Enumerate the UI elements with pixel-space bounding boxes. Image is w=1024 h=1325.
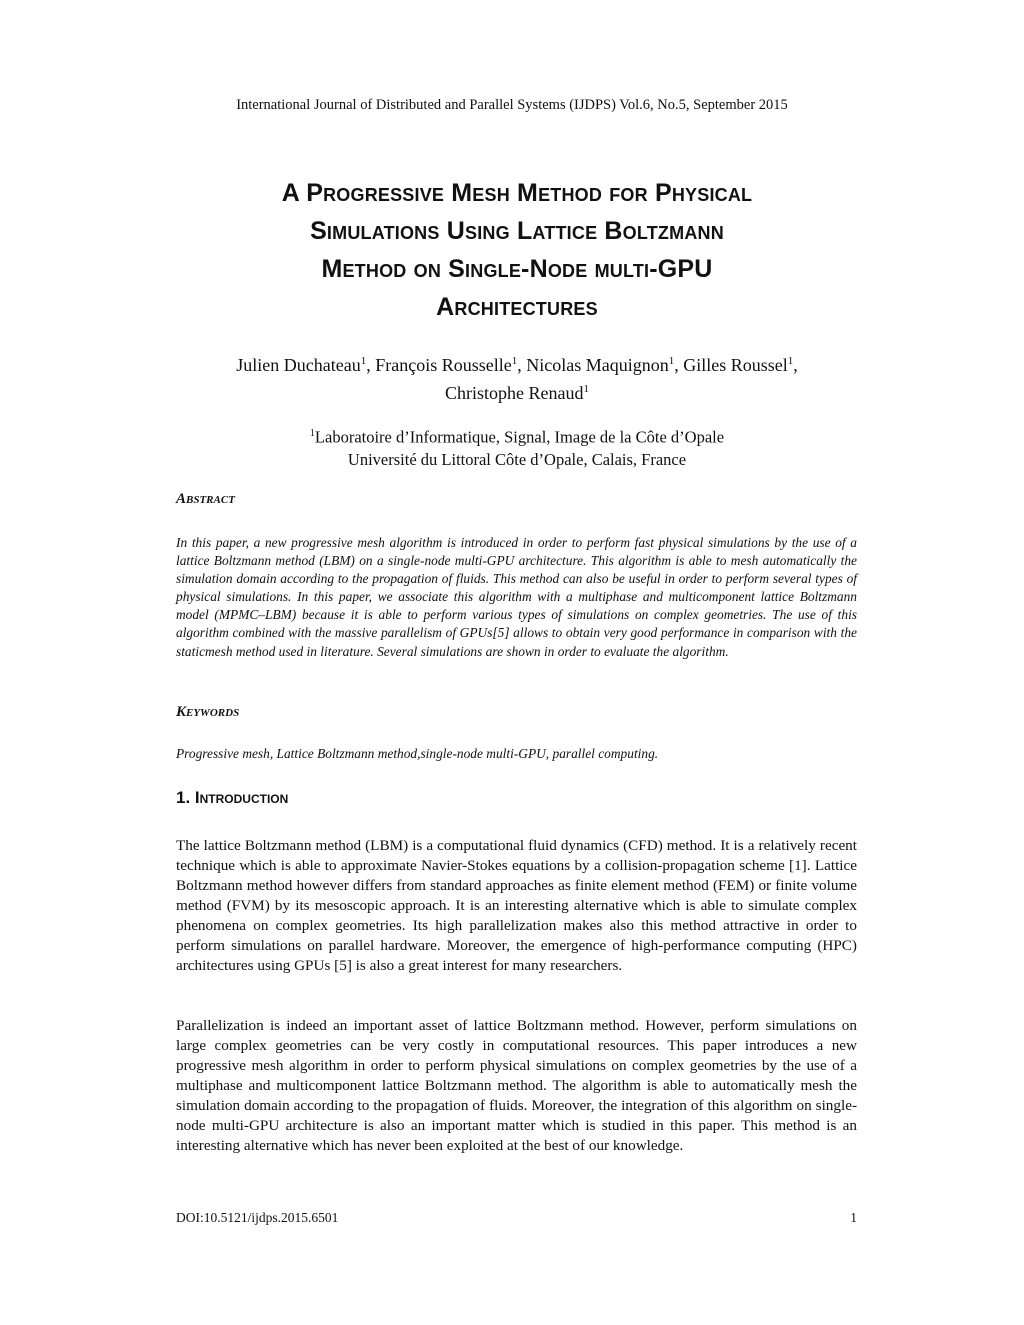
section-number: 1. [176,788,191,807]
keywords-heading: Keywords [176,704,240,720]
abstract-heading: Abstract [176,491,235,507]
affiliation-marker: 1 [787,355,794,367]
affiliation-marker: 1 [583,383,589,395]
page-number: 1 [850,1210,857,1225]
affiliation-line-1: Laboratoire d’Informatique, Signal, Image de la Côte d’Opale [314,427,725,447]
keywords-text: Progressive mesh, Lattice Boltzmann method,single-node multi-GPU, parallel computing. [176,746,659,761]
affiliation-marker: 1 [309,428,315,439]
footer-doi: DOI:10.5121/ijdps.2015.6501 [176,1210,339,1225]
affiliation-block [120,423,914,471]
title-line-2: Simulations Using Lattice Boltzmann [310,217,724,245]
author-name: Nicolas Maquignon [526,355,669,375]
author-name: Julien Duchateau [236,355,361,375]
introduction-paragraph-1: The lattice Boltzmann method (LBM) is a computational fluid dynamics (CFD) method. It is a relatively recent technique which is able to approximate Navier-Stokes equations by a collision-propagation scheme [1]. Lattice Boltzmann method however differs from standard approaches as finite element method (FEM) or finite volume method (FVM) by its mesoscopic approach. It is an interesting alternative which is able to simulate complex phenomena on complex geometries. Its high parallelization makes also this method attractive in order to perform simulations on parallel hardware. Moreover, the emergence of high-performance computing (HPC) architectures using GPUs [5] is also a great interest for many researchers. [176,837,857,974]
author-name: François Rousselle [375,355,512,375]
introduction-paragraph-2: Parallelization is indeed an important asset of lattice Boltzmann method. However, perform simulations on large complex geometries can be very costly in computational resources. This paper introduces a new progressive mesh algorithm in order to perform physical simulations on complex geometries by the use of a multiphase and multicomponent lattice Boltzmann method. The algorithm is able to automatically mesh the simulation domain according to the propagation of fluids. Moreover, the integration of this algorithm on single-node multi-GPU architecture is also an important matter which is studied in this paper. This method is an interesting alternative which has never been exploited at the best of our knowledge. [176,1017,857,1154]
author-name: Gilles Roussel [683,355,788,375]
title-line-3: Method on Single-Node multi-GPU [321,255,713,283]
affiliation-marker: 1 [360,355,367,367]
title-line-1: A Progressive Mesh Method for Physical [281,179,753,207]
paper-title [120,174,914,326]
introduction-heading [176,788,288,808]
title-line-4: Architectures [436,293,598,321]
running-header: International Journal of Distributed and Parallel Systems (IJDPS) Vol.6, No.5, September 2015 [236,97,788,113]
affiliation-marker: 1 [668,355,675,367]
author-name: Christophe Renaud [445,383,584,403]
affiliation-marker: 1 [511,355,518,367]
author-list: Julien Duchateau$^1$, François Rousselle$^1$, Nicolas Maquignon$^1$, Gilles Roussel$^1$, Christophe Renaud$^1$ [236,355,798,403]
section-title: Introduction [194,788,289,807]
affiliation-line-2: Université du Littoral Côte d’Opale, Calais, France [347,449,687,469]
abstract-text: In this paper, a new progressive mesh algorithm is introduced in order to perform fast physical simulations by the use of a lattice Boltzmann method (LBM) on a single-node multi-GPU architecture. This algorithm is able to mesh automatically the simulation domain according to the propagation of fluids. This method can also be useful in order to perform several types of physical simulations. In this paper, we associate this algorithm with a multiphase and multicomponent lattice Boltzmann model (MPMC–LBM) because it is able to perform various types of simulations on complex geometries. The use of this algorithm combined with the massive parallelism of GPUs[5] allows to obtain very good performance in comparison with the staticmesh method used in literature. Several simulations are shown in order to evaluate the algorithm. [176,535,857,659]
